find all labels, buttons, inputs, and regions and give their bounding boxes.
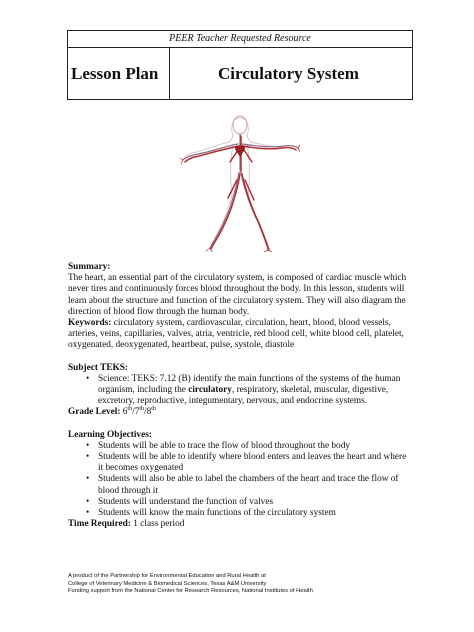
time-text: 1 class period [130, 519, 185, 530]
summary-text: The heart, an essential part of the circulatory system, is composed of cardiac muscle which never tires and continuously forces blood throughout the body. In this lesson, students will learn about the structure and function of the circulatory system. They will also diagram the direction of blood flow through the human body. [68, 273, 407, 317]
teks-list [68, 374, 413, 408]
circulatory-system-illustration [180, 110, 300, 252]
lesson-title: Circulatory System [218, 63, 359, 83]
grade-heading: Grade Level: [68, 407, 121, 418]
objective-item: • Students will also be able to label the chambers of the heart and trace the flow of blood through it [68, 474, 413, 496]
objective-item: • Students will be able to identify where blood enters and leaves the heart and where it becomes oxygenated [68, 452, 413, 474]
title-row [68, 48, 412, 99]
footer-credits [68, 573, 413, 596]
lesson-content [68, 262, 413, 530]
head [233, 116, 247, 134]
objectives-list [68, 441, 413, 519]
objective-item: • Students will understand the function of valves [68, 497, 413, 508]
footer-line-2: College of Veterinary Medicine & Biomedical Sciences, Texas A&M University [68, 580, 267, 587]
grade-value: 6th/7th/8th [122, 406, 156, 418]
keywords-text: circulatory system, cardiovascular, circulation, heart, blood, blood vessels, arteries, veins, capillaries, valves, atria, ventricle, red blood cell, white blood cell, platelet, oxygenated, deoxygenated, heartbeat, pulse, systole, diastole [68, 318, 404, 351]
teks-item-text-1: Science: TEKS: 7.12 (B) identify the main functions of the systems of the human organism, including the [98, 373, 401, 396]
objective-item: • Students will know the main functions of the circulatory system [68, 508, 413, 519]
keywords-heading: Keywords: [68, 318, 112, 329]
lesson-plan-label: Lesson Plan [68, 48, 170, 99]
teks-item [68, 374, 413, 408]
teks-section [68, 363, 413, 408]
time-heading: Time Required: [68, 519, 131, 530]
teks-item-text-2: , respiratory, skeletal, muscular, digestive, excretory, reproductive, integumentary, nervous, and endocrine systems. [98, 385, 389, 407]
objectives-heading: Learning Objectives: [68, 429, 152, 440]
footer-line-3: Funding support from the National Center for Research Resources, National Institutes of Health [68, 588, 313, 595]
header-table [67, 30, 413, 100]
time-section [68, 519, 413, 530]
teks-heading: Subject TEKS: [68, 362, 129, 373]
heart [235, 146, 244, 156]
summary-section [68, 262, 413, 318]
resource-banner: PEER Teacher Requested Resource [68, 31, 412, 48]
objectives-section [68, 430, 413, 520]
footer-line-1: A product of the Partnership for Environmental Education and Rural Health at [68, 573, 266, 579]
grade-section [68, 407, 413, 418]
teks-item-emphasis: circulatory [188, 385, 232, 396]
objective-item: • Students will be able to trace the flow of blood throughout the body [68, 441, 413, 452]
summary-heading: Summary: [68, 262, 111, 272]
keywords-section [68, 318, 413, 352]
